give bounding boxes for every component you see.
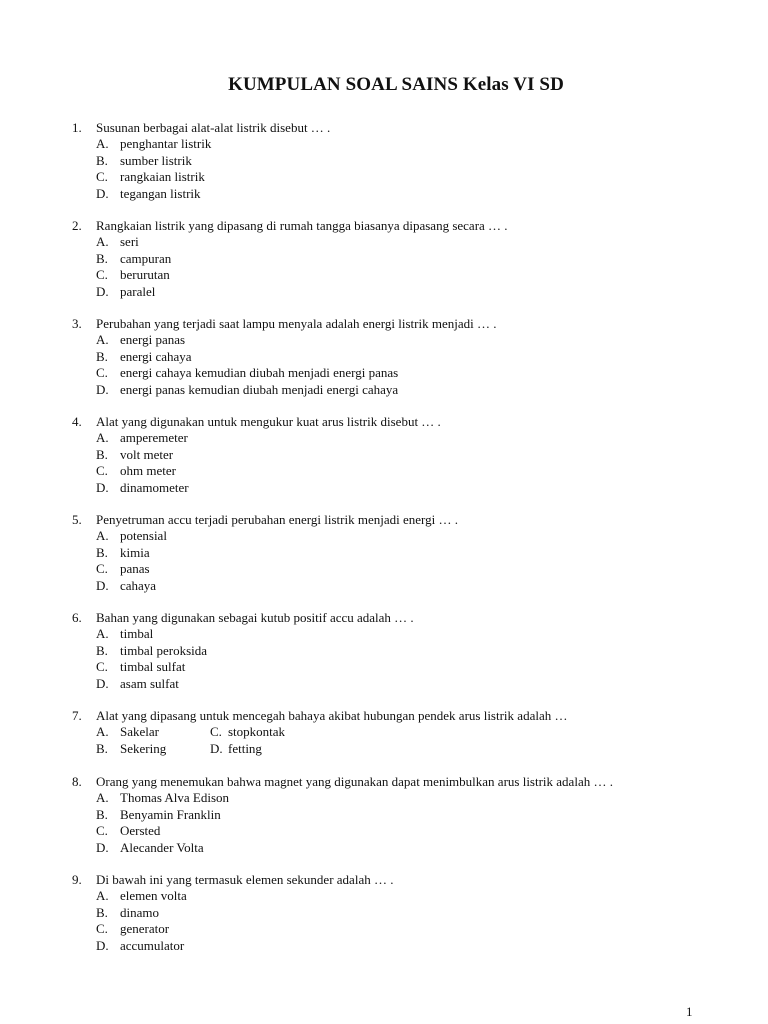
option-text: Sakelar — [120, 724, 159, 740]
option-item — [96, 724, 159, 740]
option-letter: A. — [96, 234, 109, 250]
option-item — [72, 480, 732, 496]
option-letter: A. — [96, 528, 109, 544]
question-7 — [72, 708, 732, 757]
question-number: 4. — [72, 414, 82, 429]
option-letter: B. — [96, 544, 108, 560]
question-8 — [72, 774, 732, 856]
option-item — [72, 643, 732, 659]
option-letter: D. — [96, 283, 109, 299]
option-item — [72, 447, 732, 463]
option-item — [72, 251, 732, 267]
option-text: Sekering — [120, 740, 167, 756]
option-letter: C. — [96, 659, 108, 675]
option-text: timbal sulfat — [120, 659, 186, 675]
option-text: energi panas kemudian diubah menjadi energi cahaya — [120, 381, 399, 397]
question-6 — [72, 610, 732, 692]
question-number: 9. — [72, 872, 82, 887]
option-letter: A. — [96, 136, 109, 152]
option-item — [72, 382, 732, 398]
option-item — [72, 528, 732, 544]
question-text: Susunan berbagai alat-alat listrik disebut … . — [96, 120, 331, 135]
option-letter: B. — [96, 250, 108, 266]
question-number: 7. — [72, 708, 82, 723]
option-item — [72, 659, 732, 675]
option-letter: C. — [96, 463, 108, 479]
question-9 — [72, 872, 732, 954]
option-item — [72, 905, 732, 921]
option-text: panas — [120, 561, 150, 577]
option-letter: C. — [210, 724, 222, 740]
option-text: ohm meter — [120, 463, 176, 479]
question-number: 8. — [72, 774, 82, 789]
question-text: Bahan yang digunakan sebagai kutub positif accu adalah … . — [96, 610, 414, 625]
option-letter: B. — [96, 642, 108, 658]
option-list — [72, 332, 732, 398]
option-item — [72, 463, 732, 479]
option-letter: A. — [96, 888, 109, 904]
option-list — [72, 626, 732, 692]
option-text: accumulator — [120, 937, 185, 953]
question-number: 2. — [72, 218, 82, 233]
option-item — [72, 136, 732, 152]
option-text: timbal peroksida — [120, 642, 208, 658]
option-text: seri — [120, 234, 139, 250]
option-letter: D. — [96, 839, 109, 855]
question-number: 6. — [72, 610, 82, 625]
option-list — [72, 528, 732, 594]
document-title: KUMPULAN SOAL SAINS Kelas VI SD — [228, 74, 564, 95]
question-text: Alat yang digunakan untuk mengukur kuat arus listrik disebut … . — [96, 414, 441, 429]
question-number: 5. — [72, 512, 82, 527]
option-text: kimia — [120, 544, 150, 560]
option-item — [72, 938, 732, 954]
option-letter: B. — [96, 904, 108, 920]
option-item — [72, 267, 732, 283]
option-letter: A. — [96, 332, 109, 348]
question-text: Alat yang dipasang untuk mencegah bahaya akibat hubungan pendek arus listrik adalah … — [96, 708, 568, 723]
option-item — [72, 186, 732, 202]
option-list — [72, 430, 732, 496]
question-text: Di bawah ini yang termasuk elemen sekunder adalah … . — [96, 872, 394, 887]
option-letter: D. — [96, 381, 109, 397]
option-list — [72, 724, 732, 757]
option-text: tegangan listrik — [120, 185, 201, 201]
option-item — [96, 741, 166, 757]
question-number: 3. — [72, 316, 82, 331]
option-item — [72, 365, 732, 381]
option-text: rangkaian listrik — [120, 169, 205, 185]
option-letter: D. — [96, 479, 109, 495]
option-list — [72, 790, 732, 856]
option-item — [72, 349, 732, 365]
option-letter: C. — [96, 267, 108, 283]
question-3 — [72, 316, 732, 398]
option-text: Thomas Alva Edison — [120, 790, 230, 806]
option-letter: B. — [96, 152, 108, 168]
option-text: dinamometer — [120, 479, 189, 495]
option-letter: D. — [96, 675, 109, 691]
option-letter: B. — [96, 446, 108, 462]
question-text: Penyetruman accu terjadi perubahan energi listrik menjadi energi … . — [96, 512, 458, 527]
option-letter: A. — [96, 724, 109, 740]
question-text: Rangkaian listrik yang dipasang di rumah tangga biasanya dipasang secara … . — [96, 218, 508, 233]
option-letter: B. — [96, 806, 108, 822]
option-text: energi panas — [120, 332, 186, 348]
option-item — [72, 234, 732, 250]
option-letter: D. — [210, 740, 223, 756]
option-text: potensial — [120, 528, 167, 544]
option-text: generator — [120, 921, 170, 937]
option-letter: C. — [96, 169, 108, 185]
option-item — [72, 790, 732, 806]
option-text: paralel — [120, 283, 156, 299]
option-text: sumber listrik — [120, 152, 192, 168]
option-letter: D. — [96, 937, 109, 953]
option-item — [72, 332, 732, 348]
option-text: penghantar listrik — [120, 136, 212, 152]
option-list — [72, 234, 732, 300]
option-text: fetting — [228, 740, 262, 756]
option-item — [210, 741, 262, 757]
question-text: Perubahan yang terjadi saat lampu menyala adalah energi listrik menjadi … . — [96, 316, 497, 331]
option-letter: A. — [96, 430, 109, 446]
option-text: elemen volta — [120, 888, 187, 904]
option-text: Oersted — [120, 823, 161, 839]
option-item — [72, 888, 732, 904]
option-item — [72, 284, 732, 300]
option-item — [72, 545, 732, 561]
option-letter: D. — [96, 185, 109, 201]
option-text: volt meter — [120, 446, 174, 462]
option-item — [72, 578, 732, 594]
question-text: Orang yang menemukan bahwa magnet yang digunakan dapat menimbulkan arus listrik adalah … . — [96, 774, 613, 789]
option-item — [72, 676, 732, 692]
option-item — [72, 840, 732, 856]
option-item — [72, 626, 732, 642]
option-item — [72, 153, 732, 169]
option-text: Benyamin Franklin — [120, 806, 221, 822]
option-text: berurutan — [120, 267, 170, 283]
option-letter: C. — [96, 921, 108, 937]
question-1 — [72, 120, 732, 202]
option-item — [72, 921, 732, 937]
option-text: campuran — [120, 250, 172, 266]
option-item — [72, 561, 732, 577]
page-number: 1 — [686, 1004, 693, 1019]
option-item — [72, 807, 732, 823]
question-2 — [72, 218, 732, 300]
option-letter: B. — [96, 348, 108, 364]
option-text: amperemeter — [120, 430, 188, 446]
option-text: stopkontak — [228, 724, 286, 740]
option-item — [210, 724, 285, 740]
option-letter: C. — [96, 561, 108, 577]
option-text: dinamo — [120, 904, 159, 920]
option-letter: A. — [96, 790, 109, 806]
option-letter: A. — [96, 626, 109, 642]
option-letter: C. — [96, 365, 108, 381]
option-letter: B. — [96, 740, 108, 756]
option-item — [72, 430, 732, 446]
option-letter: C. — [96, 823, 108, 839]
option-letter: D. — [96, 577, 109, 593]
option-list — [72, 888, 732, 954]
question-4 — [72, 414, 732, 496]
option-text: Alecander Volta — [120, 839, 204, 855]
option-text: cahaya — [120, 577, 157, 593]
option-list — [72, 136, 732, 202]
option-text: energi cahaya — [120, 348, 192, 364]
question-number: 1. — [72, 120, 82, 135]
option-item — [72, 823, 732, 839]
option-text: timbal — [120, 626, 154, 642]
option-item — [72, 169, 732, 185]
option-text: asam sulfat — [120, 675, 179, 691]
question-5 — [72, 512, 732, 594]
option-text: energi cahaya kemudian diubah menjadi energi panas — [120, 365, 399, 381]
